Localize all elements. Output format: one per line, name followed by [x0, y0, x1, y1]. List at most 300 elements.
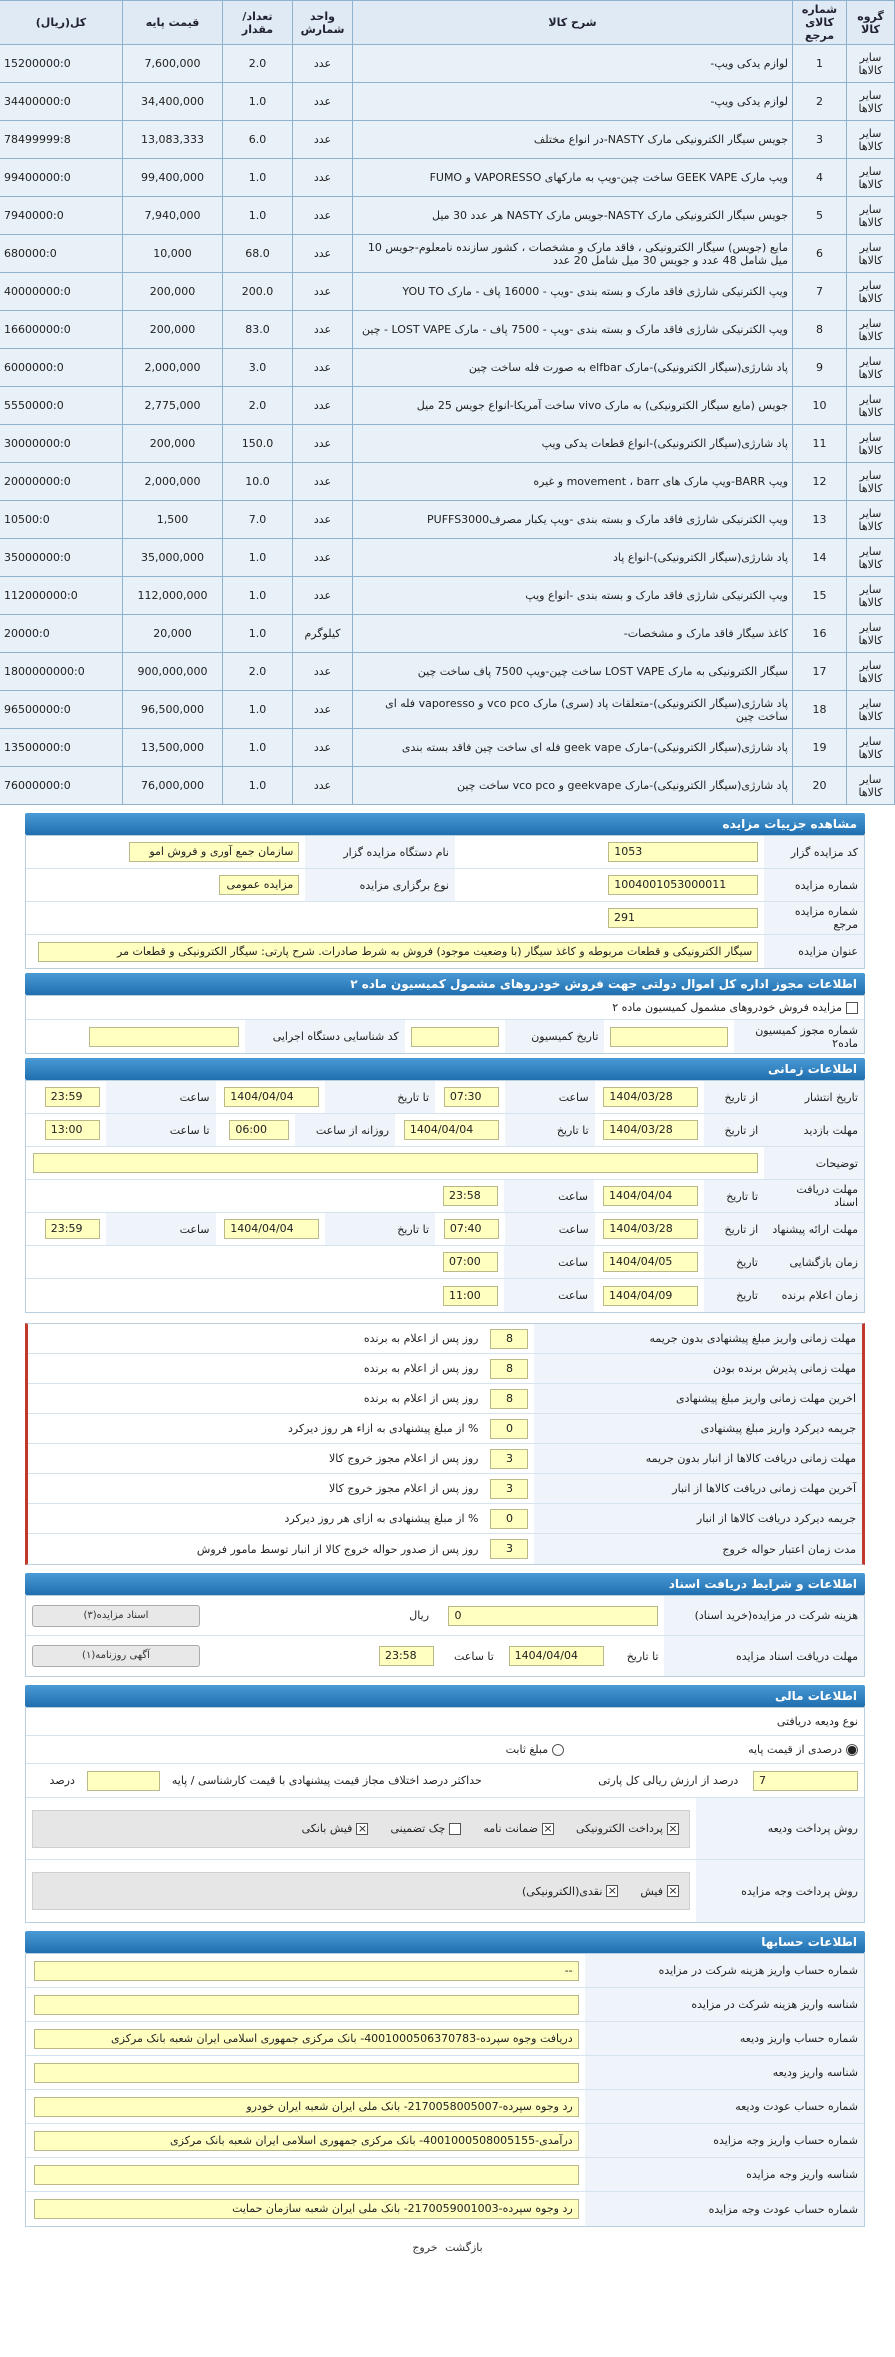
- percent-radio-label: درصدی از قیمت پایه: [748, 1743, 842, 1756]
- account-field[interactable]: [34, 2063, 579, 2083]
- permit-date-label: تاریخ کمیسیون: [505, 1020, 605, 1053]
- code-field[interactable]: 1053: [608, 842, 758, 862]
- item-unit: عدد: [293, 767, 353, 805]
- item-desc: جویس سیگار الکترونیکی مارک NASTY-جویس مارک NASTY هر عدد 30 میل: [353, 197, 793, 235]
- permit-no-field[interactable]: [610, 1027, 728, 1047]
- method-option: [576, 1822, 679, 1835]
- publish-from-time-label: ساعت: [505, 1081, 595, 1113]
- details-section: [25, 813, 865, 969]
- method-checkbox[interactable]: ×: [543, 1821, 553, 1835]
- item-qty: 150.0: [223, 425, 293, 463]
- permit-no-label: شماره مجوز کمیسیون ماده۲: [734, 1020, 864, 1053]
- table-row: [0, 197, 895, 235]
- item-unit: کیلوگرم: [293, 615, 353, 653]
- item-qty: 1.0: [223, 729, 293, 767]
- item-qty: 1.0: [223, 83, 293, 121]
- offer-to-time[interactable]: 23:59: [45, 1219, 100, 1239]
- max-diff-field[interactable]: [87, 1771, 160, 1791]
- account-label: شماره حساب واریز ودیعه: [585, 2022, 864, 2055]
- back-link[interactable]: بازگشت: [445, 2241, 483, 2254]
- deadline-unit: روز پس از اعلام به برنده: [363, 1392, 479, 1405]
- deadline-row: [28, 1324, 862, 1354]
- publish-to-time[interactable]: 23:59: [45, 1087, 100, 1107]
- account-field[interactable]: درآمدی-4001000508005155- بانک مرکزی جمهوری اسلامی ایران شعبه بانک مرکزی: [34, 2131, 579, 2151]
- item-total: 30000000:0: [0, 425, 123, 463]
- method-checkbox[interactable]: ×: [668, 1821, 678, 1835]
- item-base-price: 2,775,000: [123, 387, 223, 425]
- opening-time[interactable]: 07:00: [443, 1252, 498, 1272]
- permit-checkbox-label: مزایده فروش خودروهای مشمول کمیسیون ماده ۲: [612, 1001, 842, 1014]
- fee-field[interactable]: 0: [448, 1606, 658, 1626]
- item-group: سایر کالاها: [847, 159, 895, 197]
- item-base-price: 2,000,000: [123, 463, 223, 501]
- table-row: [0, 311, 895, 349]
- opening-label: زمان بازگشایی: [764, 1246, 864, 1278]
- method-label: نقدی(الکترونیکی): [521, 1884, 603, 1898]
- item-code: 19: [793, 729, 847, 767]
- opening-date[interactable]: 1404/04/05: [603, 1252, 698, 1272]
- offer-to-label: تا تاریخ: [325, 1213, 435, 1245]
- method-option: [522, 1885, 618, 1898]
- org-field[interactable]: سازمان جمع آوری و فروش امو: [129, 842, 299, 862]
- percent-radio[interactable]: ●: [847, 1742, 857, 1756]
- type-field[interactable]: مزایده عمومی: [219, 875, 299, 895]
- doc-deadline2-to-label: تا تاریخ: [626, 1649, 659, 1663]
- org-label: نام دستگاه مزایده گزار: [305, 836, 455, 868]
- item-group: سایر کالاها: [847, 539, 895, 577]
- deadline-unit: روز پس از صدور حواله خروج کالا از انبار توسط مامور فروش: [196, 1542, 479, 1556]
- table-row: [0, 653, 895, 691]
- offer-from-date[interactable]: 1404/03/28: [603, 1219, 698, 1239]
- doc-deadline2-time[interactable]: 23:58: [379, 1646, 434, 1666]
- deadline-value[interactable]: 0: [490, 1509, 528, 1529]
- item-desc: لوازم یدکی ویپ-: [353, 83, 793, 121]
- method-checkbox[interactable]: ×: [668, 1884, 678, 1897]
- item-desc: پاد شارژی(سیگار الکترونیکی)-مارک geek vape فله ای ساخت چین فاقد بسته بندی: [353, 729, 793, 767]
- table-row: [0, 425, 895, 463]
- method-label: چک تضمینی: [390, 1822, 446, 1835]
- item-desc: ویپ الکترنیکی شارژی فاقد مارک و بسته بندی -ویپ - 7500 پاف - مارک LOST VAPE - چین: [353, 311, 793, 349]
- item-total: 112000000:0: [0, 577, 123, 615]
- offer-to-time-label: ساعت: [106, 1213, 216, 1245]
- opening-time-label: ساعت: [504, 1246, 594, 1278]
- item-base-price: 200,000: [123, 311, 223, 349]
- code-label: کد مزایده گزار: [764, 836, 864, 868]
- deadline-row: [28, 1444, 862, 1474]
- item-code: 20: [793, 767, 847, 805]
- permit-checkbox[interactable]: [846, 1002, 858, 1014]
- item-group: سایر کالاها: [847, 767, 895, 805]
- deadline-row: [28, 1384, 862, 1414]
- item-code: 2: [793, 83, 847, 121]
- item-desc: سیگار الکترونیکی به مارک LOST VAPE ساخت چین-ویپ 7500 پاف ساخت چین: [353, 653, 793, 691]
- item-base-price: 200,000: [123, 425, 223, 463]
- newspaper-ad-button[interactable]: آگهی روزنامه(۱): [32, 1645, 200, 1667]
- item-desc: پاد شارژی(سیگار الکترونیکی)-مارک geekvape و vco pco ساخت چین: [353, 767, 793, 805]
- finance-title: اطلاعات مالی: [25, 1685, 865, 1707]
- opening-date-label: تاریخ: [704, 1246, 764, 1278]
- table-row: [0, 349, 895, 387]
- deadline-value[interactable]: 0: [490, 1419, 528, 1439]
- item-base-price: 35,000,000: [123, 539, 223, 577]
- item-group: سایر کالاها: [847, 729, 895, 767]
- payment-methods: [32, 1872, 690, 1910]
- item-code: 3: [793, 121, 847, 159]
- item-total: 35000000:0: [0, 539, 123, 577]
- item-desc: ویپ مارک GEEK VAPE ساخت چین-ویپ به مارکهای VAPORESSO و FUMO: [353, 159, 793, 197]
- table-row: [0, 691, 895, 729]
- offer-from-time-label: ساعت: [505, 1213, 595, 1245]
- item-group: سایر کالاها: [847, 577, 895, 615]
- account-field[interactable]: --: [34, 1961, 579, 1981]
- timing-title: اطلاعات زمانی: [25, 1058, 865, 1080]
- item-qty: 7.0: [223, 501, 293, 539]
- item-group: سایر کالاها: [847, 653, 895, 691]
- winner-label: زمان اعلام برنده: [764, 1279, 864, 1312]
- winner-time-label: ساعت: [504, 1279, 594, 1312]
- item-base-price: 13,500,000: [123, 729, 223, 767]
- item-unit: عدد: [293, 83, 353, 121]
- item-qty: 1.0: [223, 159, 293, 197]
- item-unit: عدد: [293, 539, 353, 577]
- item-unit: عدد: [293, 501, 353, 539]
- deadline-value[interactable]: 3: [490, 1539, 528, 1559]
- deadline-label: آخرین مهلت زمانی دریافت کالاها از انبار: [534, 1474, 862, 1503]
- timing-section: [25, 1058, 865, 1313]
- deadline-label: جریمه دیرکرد دریافت کالاها از انبار: [534, 1504, 862, 1533]
- table-row: [0, 45, 895, 83]
- item-unit: عدد: [293, 691, 353, 729]
- col-code: شماره کالای مرجع: [793, 1, 847, 45]
- doc-deadline-time-label: ساعت: [504, 1180, 594, 1212]
- item-total: 6000000:0: [0, 349, 123, 387]
- visit-to-label: تا تاریخ: [505, 1114, 595, 1146]
- deadline-unit: روز پس از اعلام به برنده: [363, 1332, 479, 1345]
- item-desc: ویپ BARR-ویپ مارک های movement ، barr و غیره: [353, 463, 793, 501]
- deadline-value[interactable]: 8: [490, 1389, 528, 1409]
- winner-date-label: تاریخ: [704, 1279, 764, 1312]
- item-unit: عدد: [293, 273, 353, 311]
- item-qty: 1.0: [223, 197, 293, 235]
- winner-date[interactable]: 1404/04/09: [603, 1286, 698, 1306]
- item-qty: 2.0: [223, 653, 293, 691]
- table-row: [0, 159, 895, 197]
- deposit-type-label: نوع ودیعه دریافتی: [776, 1715, 858, 1728]
- details-title: مشاهده جزییات مزایده: [25, 813, 865, 835]
- account-label: شناسه واریز ودیعه: [585, 2056, 864, 2089]
- account-field[interactable]: [34, 1995, 579, 2015]
- account-field[interactable]: [34, 2165, 579, 2185]
- item-qty: 1.0: [223, 691, 293, 729]
- account-row: [26, 2056, 864, 2090]
- col-total: کل(ریال): [0, 1, 123, 45]
- item-desc: پاد شارژی(سیگار الکترونیکی)-متعلقات پاد (سری) مارک vco pco و vaporesso فله ای ساخت چین: [353, 691, 793, 729]
- subject-field[interactable]: سیگار الکترونیکی و قطعات مربوطه و کاغذ سیگار (با وضعیت موجود) فروش به شرط صادرات. شرح پارتی: سیگار الکترونیکی و قطعات مر: [38, 942, 758, 962]
- item-qty: 1.0: [223, 767, 293, 805]
- method-label: ضمانت نامه: [483, 1822, 538, 1835]
- item-base-price: 200,000: [123, 273, 223, 311]
- publish-to-date[interactable]: 1404/04/04: [224, 1087, 319, 1107]
- deadline-label: مهلت زمانی دریافت کالاها از انبار بدون جریمه: [534, 1444, 862, 1473]
- permit-section: [25, 973, 865, 1054]
- account-label: شناسه واریز هزینه شرکت در مزایده: [585, 1988, 864, 2021]
- publish-label: تاریخ انتشار: [764, 1081, 864, 1113]
- daily-from-time[interactable]: 06:00: [229, 1120, 289, 1140]
- item-code: 1: [793, 45, 847, 83]
- item-total: 99400000:0: [0, 159, 123, 197]
- item-unit: عدد: [293, 197, 353, 235]
- visit-from-label: از تاریخ: [704, 1114, 764, 1146]
- account-field[interactable]: دریافت وجوه سپرده-4001000506370783- بانک مرکزی جمهوری اسلامی ایران شعبه بانک مرکزی: [34, 2029, 579, 2049]
- item-qty: 3.0: [223, 349, 293, 387]
- account-row: [26, 2192, 864, 2226]
- table-row: [0, 463, 895, 501]
- account-row: [26, 2090, 864, 2124]
- publish-from-date[interactable]: 1404/03/28: [603, 1087, 698, 1107]
- notes-field[interactable]: [33, 1153, 758, 1173]
- item-group: سایر کالاها: [847, 83, 895, 121]
- item-group: سایر کالاها: [847, 311, 895, 349]
- method-label: پرداخت الکترونیکی: [576, 1822, 663, 1835]
- deadlines-section: [25, 1323, 865, 1565]
- item-group: سایر کالاها: [847, 691, 895, 729]
- method-option: [640, 1885, 679, 1898]
- offer-from-time[interactable]: 07:40: [444, 1219, 499, 1239]
- item-base-price: 1,500: [123, 501, 223, 539]
- type-label: نوع برگزاری مزایده: [305, 869, 455, 901]
- item-base-price: 99,400,000: [123, 159, 223, 197]
- item-unit: عدد: [293, 121, 353, 159]
- accounts-section: [25, 1931, 865, 2227]
- item-qty: 2.0: [223, 45, 293, 83]
- method-checkbox[interactable]: ×: [357, 1821, 368, 1835]
- item-group: سایر کالاها: [847, 463, 895, 501]
- deadline-value[interactable]: 3: [490, 1449, 528, 1469]
- item-group: سایر کالاها: [847, 387, 895, 425]
- doc-deadline-to-label: تا تاریخ: [704, 1180, 764, 1212]
- item-total: 13500000:0: [0, 729, 123, 767]
- publish-from-time[interactable]: 07:30: [444, 1087, 499, 1107]
- item-code: 14: [793, 539, 847, 577]
- item-code: 6: [793, 235, 847, 273]
- daily-from-label: روزانه از ساعت: [295, 1114, 395, 1146]
- item-unit: عدد: [293, 159, 353, 197]
- item-qty: 1.0: [223, 577, 293, 615]
- item-total: 15200000:0: [0, 45, 123, 83]
- method-label: فیش: [640, 1884, 663, 1898]
- table-row: [0, 539, 895, 577]
- account-label: شماره حساب عودت وجه مزایده: [585, 2192, 864, 2226]
- number-field[interactable]: 1004001053000011: [608, 875, 758, 895]
- item-base-price: 2,000,000: [123, 349, 223, 387]
- account-row: [26, 2022, 864, 2056]
- account-row: [26, 1954, 864, 1988]
- method-checkbox[interactable]: [449, 1823, 461, 1835]
- doc-deadline-date[interactable]: 1404/04/04: [603, 1186, 698, 1206]
- docs-section: [25, 1573, 865, 1677]
- item-unit: عدد: [293, 45, 353, 83]
- offer-to-date[interactable]: 1404/04/04: [224, 1219, 319, 1239]
- item-code: 4: [793, 159, 847, 197]
- item-desc: پاد شارژی(سیگار الکترونیکی)-انواع پاد: [353, 539, 793, 577]
- method-option: [302, 1822, 369, 1835]
- account-label: شماره حساب واریز هزینه شرکت در مزایده: [585, 1954, 864, 1987]
- account-field[interactable]: رد وجوه سپرده-2170059001003- بانک ملی ایران شعبه سازمان حمایت: [34, 2199, 579, 2219]
- item-unit: عدد: [293, 653, 353, 691]
- item-group: سایر کالاها: [847, 197, 895, 235]
- item-desc: ویپ الکترنیکی شارژی فاقد مارک و بسته بندی -ویپ - 16000 پاف - مارک YOU TO: [353, 273, 793, 311]
- agency-label: کد شناسایی دستگاه اجرایی: [245, 1020, 404, 1053]
- deadline-row: [28, 1504, 862, 1534]
- item-unit: عدد: [293, 577, 353, 615]
- item-total: 34400000:0: [0, 83, 123, 121]
- item-code: 13: [793, 501, 847, 539]
- item-total: 7940000:0: [0, 197, 123, 235]
- visit-from-date[interactable]: 1404/03/28: [603, 1120, 698, 1140]
- method-label: فیش بانکی: [301, 1822, 353, 1835]
- subject-label: عنوان مزایده: [764, 935, 864, 968]
- ref-field[interactable]: 291: [608, 908, 758, 928]
- publish-to-time-label: ساعت: [106, 1081, 216, 1113]
- deadline-label: مهلت زمانی واریز مبلغ پیشنهادی بدون جریمه: [534, 1324, 862, 1353]
- col-group: گروه کالا: [847, 1, 895, 45]
- table-row: [0, 729, 895, 767]
- item-base-price: 900,000,000: [123, 653, 223, 691]
- item-base-price: 76,000,000: [123, 767, 223, 805]
- deadline-unit: روز پس از اعلام مجوز خروج کالا: [328, 1482, 479, 1495]
- fee-label: هزینه شرکت در مزایده(خرید اسناد): [664, 1596, 864, 1635]
- table-row: [0, 501, 895, 539]
- deadline-label: مدت زمان اعتبار حواله خروج: [534, 1534, 862, 1564]
- item-group: سایر کالاها: [847, 235, 895, 273]
- method-checkbox[interactable]: ×: [607, 1884, 617, 1897]
- col-base-price: قیمت پایه: [123, 1, 223, 45]
- account-label: شناسه واریز وجه مزایده: [585, 2158, 864, 2191]
- daily-to-time[interactable]: 13:00: [45, 1120, 100, 1140]
- doc-deadline-time[interactable]: 23:58: [443, 1186, 498, 1206]
- deadline-row: [28, 1534, 862, 1564]
- item-unit: عدد: [293, 463, 353, 501]
- item-desc: ویپ الکترنیکی شارژی فاقد مارک و بسته بندی -ویپ یکبار مصرفPUFFS3000: [353, 501, 793, 539]
- doc-deadline2-label: مهلت دریافت اسناد مزایده: [664, 1636, 864, 1676]
- winner-time[interactable]: 11:00: [443, 1286, 498, 1306]
- item-group: سایر کالاها: [847, 273, 895, 311]
- visit-to-date[interactable]: 1404/04/04: [404, 1120, 499, 1140]
- item-code: 17: [793, 653, 847, 691]
- number-label: شماره مزایده: [764, 869, 864, 901]
- deposit-methods: [32, 1810, 690, 1848]
- item-qty: 10.0: [223, 463, 293, 501]
- table-row: [0, 121, 895, 159]
- permit-date-field[interactable]: [411, 1027, 499, 1047]
- item-qty: 2.0: [223, 387, 293, 425]
- item-total: 20000000:0: [0, 463, 123, 501]
- docs-title: اطلاعات و شرایط دریافت اسناد: [25, 1573, 865, 1595]
- item-code: 15: [793, 577, 847, 615]
- table-row: [0, 387, 895, 425]
- item-total: 16600000:0: [0, 311, 123, 349]
- item-unit: عدد: [293, 235, 353, 273]
- deadline-unit: روز پس از اعلام به برنده: [363, 1362, 479, 1375]
- finance-section: [25, 1685, 865, 1923]
- item-total: 78499999:8: [0, 121, 123, 159]
- item-code: 5: [793, 197, 847, 235]
- item-unit: عدد: [293, 311, 353, 349]
- col-unit: واحد شمارش: [293, 1, 353, 45]
- doc-deadline-label: مهلت دریافت اسناد: [764, 1180, 864, 1212]
- item-base-price: 34,400,000: [123, 83, 223, 121]
- fixed-radio[interactable]: [552, 1744, 564, 1756]
- account-field[interactable]: رد وجوه سپرده-2170058005007- بانک ملی ایران شعبه ایران خودرو: [34, 2097, 579, 2117]
- max-diff-unit: درصد: [49, 1774, 75, 1787]
- item-total: 10500:0: [0, 501, 123, 539]
- daily-to-label: تا ساعت: [106, 1114, 216, 1146]
- doc-deadline2-date[interactable]: 1404/04/04: [509, 1646, 604, 1666]
- table-row: [0, 83, 895, 121]
- deadline-label: مهلت زمانی پذیرش برنده بودن: [534, 1354, 862, 1383]
- table-row: [0, 767, 895, 805]
- exit-link[interactable]: خروج: [412, 2241, 438, 2254]
- fixed-radio-label: مبلغ ثابت: [505, 1743, 549, 1756]
- account-row: [26, 2124, 864, 2158]
- deadline-row: [28, 1414, 862, 1444]
- doc-deadline2-time-label: تا ساعت: [454, 1649, 494, 1663]
- deadline-value[interactable]: 3: [490, 1479, 528, 1499]
- item-base-price: 10,000: [123, 235, 223, 273]
- deposit-methods-label: روش پرداخت ودیعه: [696, 1798, 864, 1859]
- col-desc: شرح کالا: [353, 1, 793, 45]
- table-row: [0, 235, 895, 273]
- payment-methods-label: روش پرداخت وجه مزایده: [696, 1860, 864, 1922]
- method-option: [390, 1822, 461, 1835]
- agency-field[interactable]: [89, 1027, 239, 1047]
- items-table: [0, 0, 895, 805]
- item-total: 96500000:0: [0, 691, 123, 729]
- percent-field[interactable]: 7: [753, 1771, 858, 1791]
- item-unit: عدد: [293, 349, 353, 387]
- deadline-row: [28, 1354, 862, 1384]
- visit-label: مهلت بازدید: [764, 1114, 864, 1146]
- item-unit: عدد: [293, 387, 353, 425]
- item-desc: لوازم یدکی ویپ-: [353, 45, 793, 83]
- item-unit: عدد: [293, 425, 353, 463]
- item-code: 10: [793, 387, 847, 425]
- item-unit: عدد: [293, 729, 353, 767]
- item-base-price: 13,083,333: [123, 121, 223, 159]
- item-group: سایر کالاها: [847, 45, 895, 83]
- deadline-value[interactable]: 8: [490, 1359, 528, 1379]
- accounts-title: اطلاعات حسابها: [25, 1931, 865, 1953]
- table-row: [0, 273, 895, 311]
- item-qty: 83.0: [223, 311, 293, 349]
- item-desc: پاد شارژی(سیگار الکترونیکی)-انواع قطعات یدکی ویپ: [353, 425, 793, 463]
- deadline-value[interactable]: 8: [490, 1329, 528, 1349]
- deadline-unit: % از مبلغ پیشنهادی به ازای هر روز دیرکرد: [284, 1512, 479, 1525]
- item-code: 18: [793, 691, 847, 729]
- item-code: 11: [793, 425, 847, 463]
- item-total: 1800000000:0: [0, 653, 123, 691]
- item-total: 680000:0: [0, 235, 123, 273]
- item-base-price: 7,940,000: [123, 197, 223, 235]
- item-desc: کاغذ سیگار فاقد مارک و مشخصات-: [353, 615, 793, 653]
- col-qty: تعداد/مقدار: [223, 1, 293, 45]
- fee-unit: ریال: [409, 1609, 430, 1622]
- auction-docs-button[interactable]: اسناد مزایده(۳): [32, 1605, 200, 1627]
- item-qty: 200.0: [223, 273, 293, 311]
- account-label: شماره حساب عودت ودیعه: [585, 2090, 864, 2123]
- item-qty: 6.0: [223, 121, 293, 159]
- item-code: 7: [793, 273, 847, 311]
